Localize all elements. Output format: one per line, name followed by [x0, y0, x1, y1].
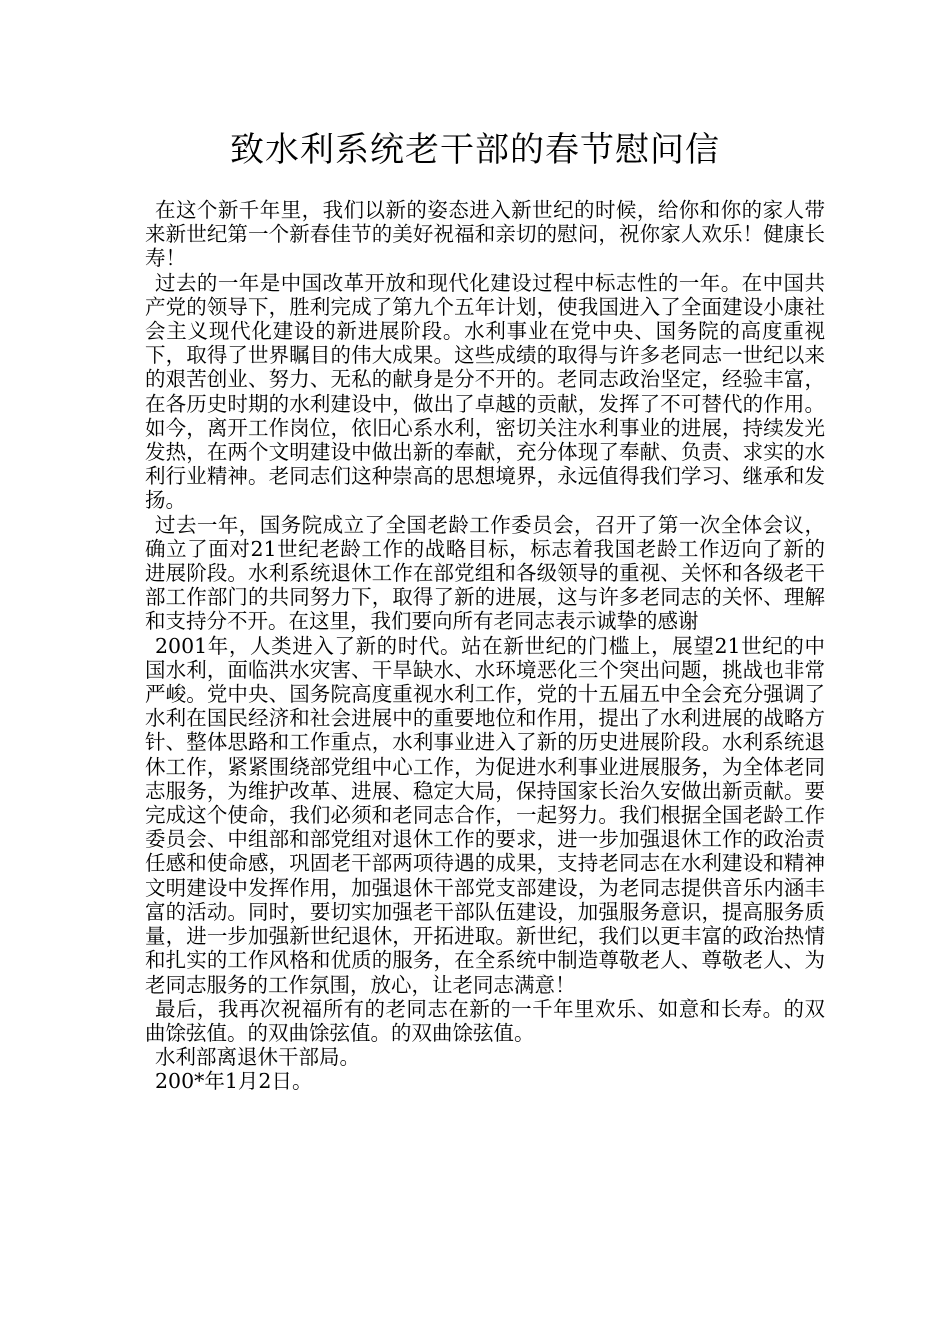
- paragraph-past-year: 过去的一年是中国改革开放和现代化建设过程中标志性的一年。在中国共产党的领导下，胜利完成了第九个五年计划，使我国进入了全面建设小康社会主义现代化建设的新进展阶段。水利事业在党中央、国务院的高度重视下，取得了世界瞩目的伟大成果。这些成绩的取得与许多老同志一世纪以来的艰苦创业、努力、无私的献身是分不开的。老同志政治坚定，经验丰富，在各历史时期的水利建设中，做出了卓越的贡献，发挥了不可替代的作用。如今，离开工作岗位，依旧心系水利，密切关注水利事业的进展，持续发光发热，在两个文明建设中做出新的奉献，充分体现了奉献、负责、求实的水利行业精神。老同志们这种崇高的思想境界，永远值得我们学习、继承和发扬。: [145, 270, 825, 513]
- document-title: 致水利系统老干部的春节慰问信: [230, 130, 720, 170]
- signature-date: 200*年1月2日。: [155, 1069, 313, 1094]
- letter-body: [145, 198, 825, 1094]
- paragraph-greeting: 在这个新千年里，我们以新的姿态进入新世纪的时候，给你和你的家人带来新世纪第一个新春佳节的美好祝福和亲切的慰问，祝你家人欢乐！健康长寿！: [145, 198, 825, 271]
- paragraph-aging-work: 过去一年，国务院成立了全国老龄工作委员会，召开了第一次全体会议，确立了面对21世纪老龄工作的战略目标，标志着我国老龄工作迈向了新的进展阶段。水利系统退休工作在部党组和各级领导的重视、关怀和各级老干部工作部门的共同努力下，取得了新的进展，这与许多老同志的关怀、理解和支持分不开。在这里，我们要向所有老同志表示诚挚的感谢: [145, 512, 825, 634]
- paragraph-closing: 最后，我再次祝福所有的老同志在新的一千年里欢乐、如意和长寿。的双曲馀弦值。的双曲馀弦值。的双曲馀弦值。: [145, 996, 825, 1045]
- paragraph-2001: 2001年，人类进入了新的时代。站在新世纪的门槛上，展望21世纪的中国水利，面临洪水灾害、干旱缺水、水环境恶化三个突出问题，挑战也非常严峻。党中央、国务院高度重视水利工作，党的十五届五中全会充分强调了水利在国民经济和社会进展中的重要地位和作用，提出了水利进展的战略方针、整体思路和工作重点，水利事业进入了新的历史进展阶段。水利系统退休工作，紧紧围绕部党组中心工作，为促进水利事业进展服务，为全体老同志服务，为维护改革、进展、稳定大局，保持国家长治久安做出新贡献。要完成这个使命，我们必须和老同志合作，一起努力。我们根据全国老龄工作委员会、中组部和部党组对退休工作的要求，进一步加强退休工作的政治责任感和使命感，巩固老干部两项待遇的成果，支持老同志在水利建设和精神文明建设中发挥作用，加强退休干部党支部建设，为老同志提供音乐内涵丰富的活动。同时，要切实加强老干部队伍建设，加强服务意识，提高服务质量，进一步加强新世纪退休，开拓进取。新世纪，我们以更丰富的政治热情和扎实的工作风格和优质的服务，在全系统中制造尊敬老人、尊敬老人、为老同志服务的工作氛围，放心，让老同志满意！: [145, 633, 825, 997]
- signature-organization: 水利部离退休干部局。: [155, 1045, 360, 1070]
